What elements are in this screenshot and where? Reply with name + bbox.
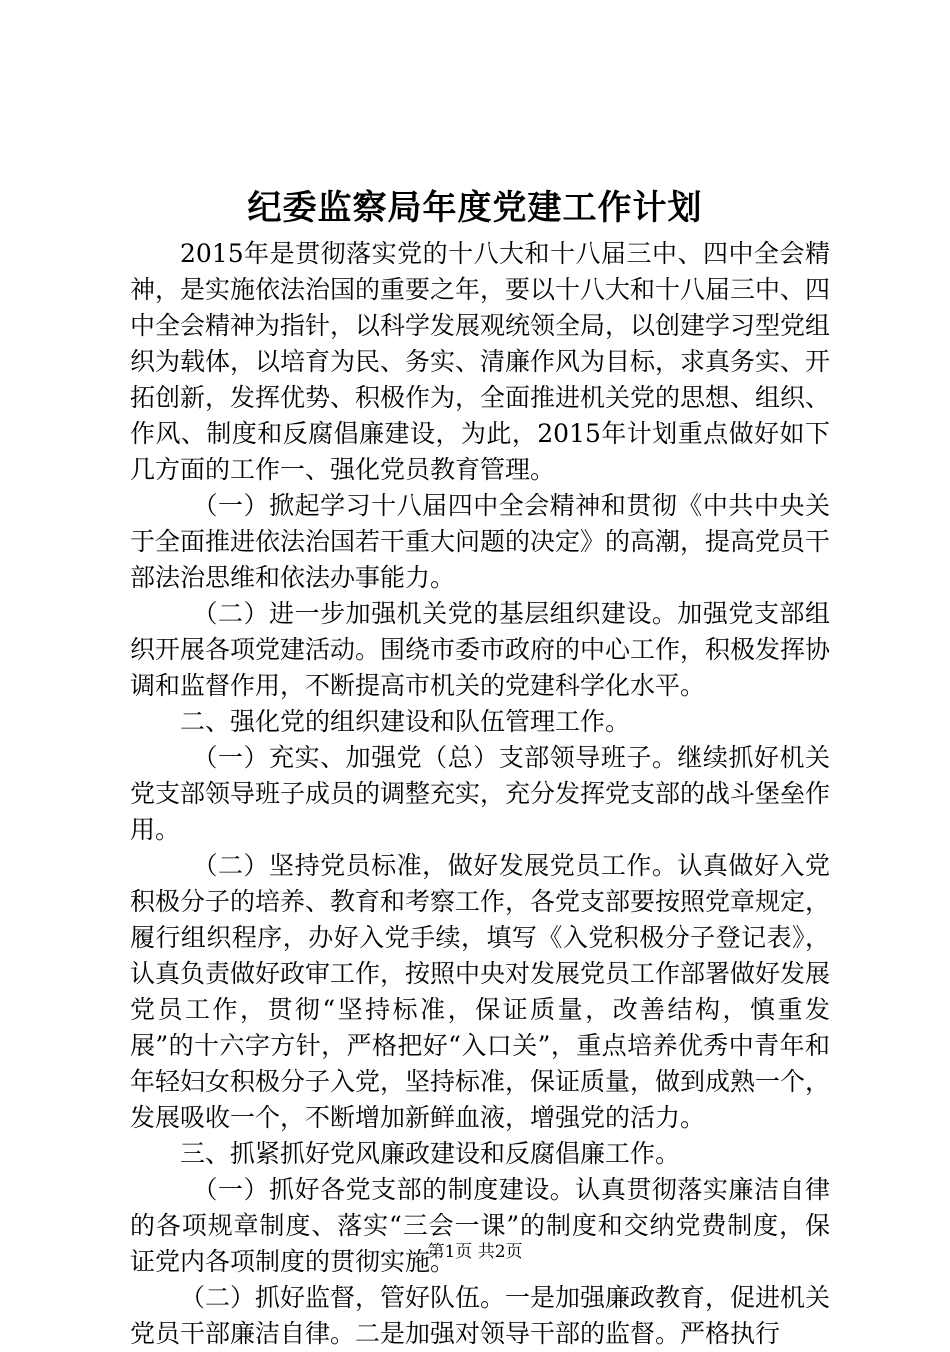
paragraph-intro: 2015年是贯彻落实党的十八大和十八届三中、四中全会精神，是实施依法治国的重要之年，要以十八大和十八届三中、四中全会精神为指针，以科学发展观统领全局，以创建学习型党组织为载体，以培育为民、务实、清廉作风为目标，求真务实、开拓创新，发挥优势、积极作为，全面推进机关党的思想、组织、作风、制度和反腐倡廉建设，为此，2015年计划重点做好如下几方面的工作一、强化党员教育管理。 bbox=[130, 239, 831, 484]
document-body bbox=[130, 236, 830, 1352]
page-footer: 第1页 共2页 bbox=[427, 1242, 523, 1262]
paragraph-item-3-1: （一）抓好各党支部的制度建设。认真贯彻落实廉洁自律的各项规章制度、落实“三会一课”的制度和交纳党费制度，保证党内各项制度的贯彻实施。 bbox=[130, 1175, 830, 1276]
section-heading-2: 二、强化党的组织建设和队伍管理工作。 bbox=[180, 707, 631, 736]
paragraph-item-1-1: （一）掀起学习十八届四中全会精神和贯彻《中共中央关于全面推进依法治国若干重大问题的决定》的高潮，提高党员干部法治思维和依法办事能力。 bbox=[130, 491, 831, 592]
document-title: 纪委监察局年度党建工作计划 bbox=[247, 188, 703, 228]
paragraph-item-1-2: （二）进一步加强机关党的基层组织建设。加强党支部组织开展各项党建活动。围绕市委市政府的中心工作，积极发挥协调和监督作用，不断提高市机关的党建科学化水平。 bbox=[130, 599, 831, 700]
paragraph-item-2-2: （二）坚持党员标准，做好发展党员工作。认真做好入党积极分子的培养、教育和考察工作，各党支部要按照党章规定，履行组织程序，办好入党手续，填写《入党积极分子登记表》，认真负责做好政审工作，按照中央对发展党员工作部署做好发展党员工作，贯彻“坚持标准，保证质量，改善结构，慎重发展”的十六字方针，严格把好“入口关”，重点培养优秀中青年和年轻妇女积极分子入党，坚持标准，保证质量，做到成熟一个，发展吸收一个，不断增加新鲜血液，增强党的活力。 bbox=[130, 851, 831, 1132]
paragraph-item-2-1: （一）充实、加强党（总）支部领导班子。继续抓好机关党支部领导班子成员的调整充实，充分发挥党支部的战斗堡垒作用。 bbox=[130, 743, 831, 844]
paragraph-item-3-2: （二）抓好监督，管好队伍。一是加强廉政教育，促进机关党员干部廉洁自律。二是加强对领导干部的监督。严格执行 bbox=[130, 1283, 831, 1348]
section-heading-3: 三、抓紧抓好党风廉政建设和反腐倡廉工作。 bbox=[180, 1139, 681, 1168]
